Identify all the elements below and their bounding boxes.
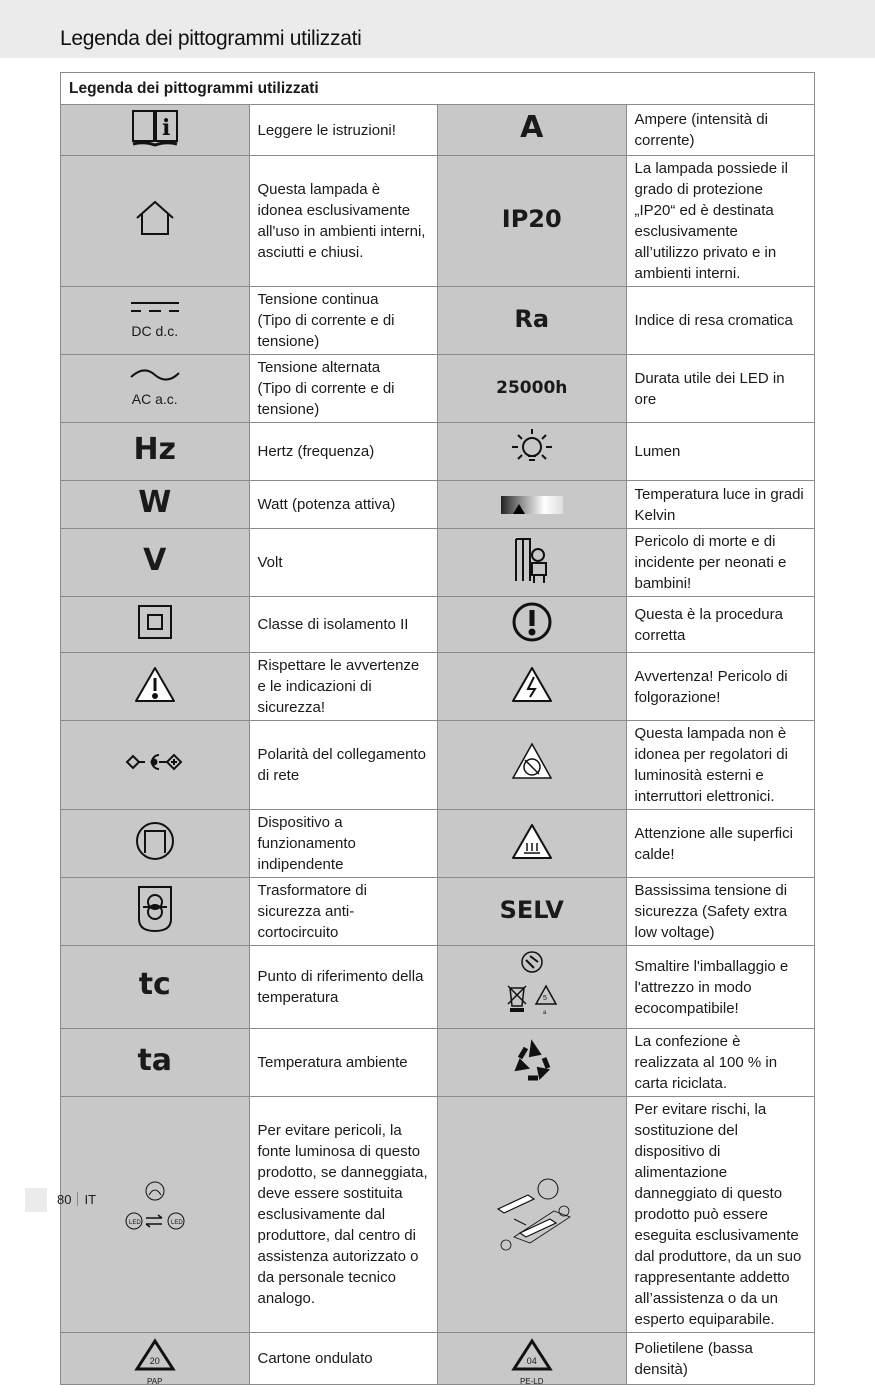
icon-text: DC d.c.	[131, 323, 179, 339]
recycle-pe-ld-icon	[438, 1333, 627, 1385]
hertz-icon	[61, 423, 250, 481]
pictogram-description: Tensione alternata (Tipo di corrente e di tensione)	[249, 355, 438, 423]
svg-text:LED: LED	[170, 1219, 183, 1226]
pictogram-description: Per evitare rischi, la sostituzione del dispositivo di alimentazione danneggiato di questo prodotto può essere eseguita esclusivamente dal produttore, da un suo rappresentante addetto all’assistenza o da un esperto equiparabile.	[626, 1097, 815, 1333]
exclamation-circle-icon	[438, 597, 627, 653]
page-header-title: Legenda dei pittogrammi utilizzati	[60, 27, 362, 50]
hot-surface-icon	[438, 810, 627, 878]
pictogram-description: Pericolo di morte e di incidente per neonati e bambini!	[626, 529, 815, 597]
electric-shock-icon	[438, 653, 627, 721]
pictogram-description: Avvertenza! Pericolo di folgorazione!	[626, 653, 815, 721]
pictogram-description: Hertz (frequenza)	[249, 423, 438, 481]
material-code: PAP	[147, 1376, 163, 1386]
legend-row	[61, 287, 815, 355]
house-icon	[61, 156, 250, 287]
pictogram-description: Watt (potenza attiva)	[249, 481, 438, 529]
recycle-pap-icon	[61, 1333, 250, 1385]
legend-row	[61, 1097, 815, 1333]
legend-row	[61, 721, 815, 810]
legend-row	[61, 481, 815, 529]
pictogram-description: La confezione è realizzata al 100 % in carta riciclata.	[626, 1029, 815, 1097]
independent-device-icon	[61, 810, 250, 878]
table-title: Legenda dei pittogrammi utilizzati	[61, 73, 815, 105]
svg-text:i: i	[161, 115, 171, 141]
kelvin-gradient-icon	[438, 481, 627, 529]
legend-row	[61, 653, 815, 721]
no-dimmer-icon	[438, 721, 627, 810]
svg-text:5: 5	[542, 995, 547, 1002]
pictogram-description: Rispettare le avvertenze e le indicazioni di sicurezza!	[249, 653, 438, 721]
pictogram-description: Questa è la procedura corretta	[626, 597, 815, 653]
ra-icon	[438, 287, 627, 355]
pictogram-description: Per evitare pericoli, la fonte luminosa di questo prodotto, se danneggiata, deve essere sostituita esclusivamente dal produttore, dal centro di assistenza autorizzato o da personale tecnico analogo.	[249, 1097, 438, 1333]
icon-text: 25000h	[496, 378, 568, 398]
icon-text: SELV	[499, 895, 564, 924]
icon-text: V	[143, 542, 167, 578]
pictogram-description: Indice di resa cromatica	[626, 287, 815, 355]
volt-icon	[61, 529, 250, 597]
pictogram-description: Smaltire l'imballaggio e l'attrezzo in modo ecocompatibile!	[626, 946, 815, 1029]
recycling-code: 04	[526, 1355, 537, 1366]
recycle-icon	[438, 1029, 627, 1097]
dc-icon	[61, 287, 250, 355]
legend-row	[61, 1333, 815, 1385]
tc-icon	[61, 946, 250, 1029]
legend-row	[61, 529, 815, 597]
icon-text: Ra	[514, 304, 550, 333]
pictogram-description: Punto di riferimento della temperatura	[249, 946, 438, 1029]
book-info-icon	[61, 105, 250, 156]
pictogram-description: Attenzione alle superfici calde!	[626, 810, 815, 878]
legend-row	[61, 1029, 815, 1097]
material-code: PE-LD	[519, 1376, 544, 1386]
pictogram-description: Bassissima tensione di sicurezza (Safety extra low voltage)	[626, 878, 815, 946]
legend-row	[61, 878, 815, 946]
legend-row	[61, 105, 815, 156]
pictogram-description: La lampada possiede il grado di protezione „IP20“ ed è destinata esclusivamente all’utilizzo privato e in ambienti interni.	[626, 156, 815, 287]
child-danger-icon	[438, 529, 627, 597]
recycling-code: 20	[149, 1355, 160, 1366]
pictogram-description: Polarità del collegamento di rete	[249, 721, 438, 810]
pictogram-description: Cartone ondulato	[249, 1333, 438, 1385]
pictogram-description: Polietilene (bassa densità)	[626, 1333, 815, 1385]
pictogram-description: Leggere le istruzioni!	[249, 105, 438, 156]
icon-text: Hz	[133, 431, 177, 467]
svg-text:LED: LED	[128, 1219, 141, 1226]
ta-icon	[61, 1029, 250, 1097]
page-header-band	[0, 0, 875, 58]
pictogram-description: Durata utile dei LED in ore	[626, 355, 815, 423]
icon-text: tc	[138, 967, 171, 1002]
driver-replace-icon	[438, 1097, 627, 1333]
legend-row	[61, 423, 815, 481]
page-footer	[57, 1192, 96, 1207]
pictogram-description: Volt	[249, 529, 438, 597]
pictogram-description: Lumen	[626, 423, 815, 481]
pictogram-description: Trasformatore di sicurezza anti-cortocircuito	[249, 878, 438, 946]
led-replace-icon	[61, 1097, 250, 1333]
pictogram-description: Tensione continua (Tipo di corrente e di tensione)	[249, 287, 438, 355]
icon-text: A	[520, 110, 544, 145]
warning-triangle-icon	[61, 653, 250, 721]
legend-row	[61, 810, 815, 878]
ampere-icon	[438, 105, 627, 156]
pictogram-legend-table	[60, 72, 815, 1385]
language-code: IT	[84, 1192, 97, 1207]
polarity-icon	[61, 721, 250, 810]
pictogram-description: Temperatura ambiente	[249, 1029, 438, 1097]
icon-text: AC a.c.	[131, 391, 178, 407]
watt-icon	[61, 481, 250, 529]
legend-row	[61, 597, 815, 653]
insulation-class-ii-icon	[61, 597, 250, 653]
legend-row	[61, 355, 815, 423]
page-number: 80	[57, 1192, 72, 1207]
pictogram-description: Ampere (intensità di corrente)	[626, 105, 815, 156]
pictogram-description: Questa lampada non è idonea per regolatori di luminosità esterni e interruttori elettronici.	[626, 721, 815, 810]
disposal-icon	[438, 946, 627, 1029]
pictogram-description: Dispositivo a funzionamento indipendente	[249, 810, 438, 878]
pictogram-description: Classe di isolamento II	[249, 597, 438, 653]
svg-text:a: a	[542, 1010, 547, 1016]
pictogram-description: Temperatura luce in gradi Kelvin	[626, 481, 815, 529]
lumen-bulb-icon	[438, 423, 627, 481]
legend-row	[61, 946, 815, 1029]
selv-icon	[438, 878, 627, 946]
footer-tab	[25, 1188, 47, 1212]
pictogram-description: Questa lampada è idonea esclusivamente all'uso in ambienti interni, asciutti e chiusi.	[249, 156, 438, 287]
safety-transformer-icon	[61, 878, 250, 946]
ip20-icon	[438, 156, 627, 287]
hours-icon	[438, 355, 627, 423]
icon-text: W	[138, 484, 172, 520]
ac-icon	[61, 355, 250, 423]
legend-row	[61, 156, 815, 287]
icon-text: IP20	[501, 205, 562, 233]
icon-text: ta	[137, 1042, 173, 1078]
